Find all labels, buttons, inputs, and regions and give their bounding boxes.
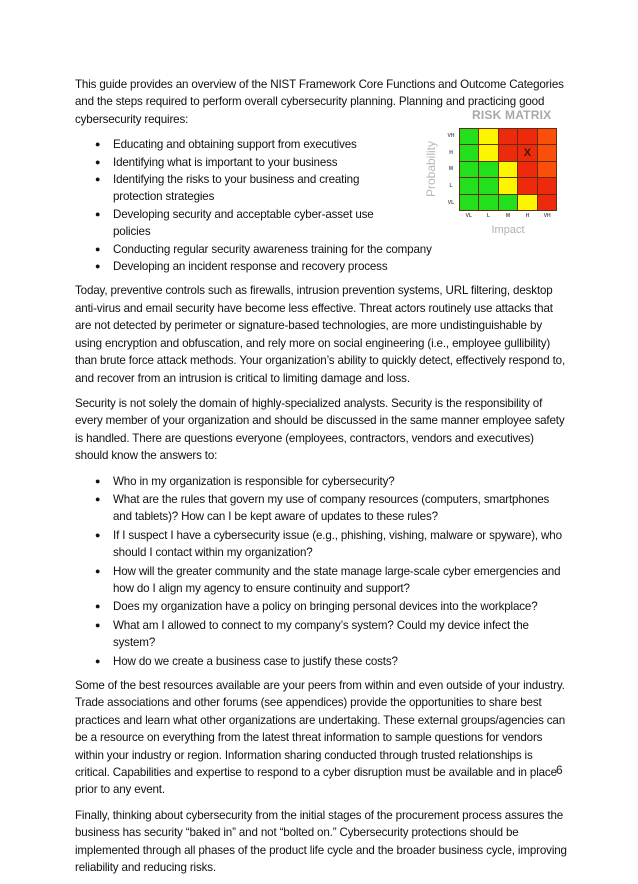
risk-marker-icon: X: [523, 147, 532, 160]
question-item: ● Does my organization have a policy on bringing personal devices into the workplace?: [75, 598, 567, 615]
question-item: ● How will the greater community and the state manage large-scale cyber emergencies and how do I align my agency to ensure continuity and support?: [95, 564, 561, 595]
preventive-controls-paragraph: Today, preventive controls such as firewalls, intrusion prevention systems, URL filtering, desktop anti-virus and email security have become less effective. Threat actors routinely use attacks that are not detected by perimeter or signature-based technologies, are more undistinguishable by using encryption and obfuscation, and rely more on social engineering (i.e., employee gullibility) than brute force attack methods. Your organization’s ability to quickly detect, effectively respond to, and recover from an intrusion is critical to limiting damage and loss.: [75, 284, 566, 385]
risk-matrix-cell: [538, 195, 556, 210]
risk-matrix-grid: [459, 128, 557, 211]
page-number: 6: [556, 763, 563, 777]
row-label: H: [449, 149, 453, 156]
bullet-icon: ●: [95, 208, 101, 219]
requirement-item: ● Identifying what is important to your business: [75, 154, 413, 171]
requirement-item: ● Developing security and acceptable cyber-asset use policies: [95, 207, 374, 239]
question-item: ● What am I allowed to connect to my company’s system? Could my device infect the system?: [95, 618, 529, 650]
questions-list: [75, 473, 567, 670]
best-resources-paragraph: Some of the best resources available are your peers from within and even outside of your industry. Trade associations and other forums (see appendices) provide the opportunities to share best practices and learn what other organizations are undertaking. These external groups/agencies can be a resource on everything from the latest threat information to sample questions for vendors within your industry or region. Information sharing conducted through trusted relationships is critical. Capabilities and expertise to respond to a cyber disruption must be available and in place prior to any event.: [75, 679, 566, 797]
risk-matrix-cell: [518, 145, 536, 160]
risk-matrix-cell: [460, 195, 478, 210]
probability-axis-label: Probability: [424, 140, 438, 198]
requirement-item: ● Conducting regular security awareness training for the company: [75, 241, 453, 258]
risk-matrix-cell: [479, 162, 497, 177]
col-label: VL: [465, 213, 472, 219]
risk-matrix-cell: [518, 162, 536, 177]
question-item: ● If I suspect I have a cybersecurity issue (e.g., phishing, vishing, malware or spyware), who should I contact within my organization?: [95, 528, 562, 560]
risk-matrix-cell: [538, 129, 556, 144]
bullet-icon: ●: [95, 261, 101, 272]
risk-matrix-title: RISK MATRIX: [472, 108, 552, 122]
requirement-item: ● Developing an incident response and recovery process: [75, 258, 413, 275]
question-item: ● How do we create a business case to justify these costs?: [75, 653, 567, 670]
bullet-icon: ●: [95, 529, 101, 540]
risk-matrix-cell: [499, 129, 517, 144]
col-label: H: [525, 213, 530, 219]
risk-matrix-cell: [518, 195, 536, 210]
impact-axis-label: Impact: [491, 224, 525, 236]
row-label: VH: [447, 133, 455, 140]
bullet-icon: ●: [95, 619, 101, 630]
risk-matrix-cell: [479, 129, 497, 144]
bullet-icon: ●: [95, 156, 101, 167]
question-item: ● What are the rules that govern my use of company resources (computers, smartphones and tablets)? How can I be kept aware of updates to these rules?: [95, 492, 550, 524]
col-label: L: [486, 213, 490, 219]
bullet-icon: ●: [95, 174, 101, 185]
bullet-icon: ●: [95, 655, 101, 666]
risk-matrix-cell: [499, 162, 517, 177]
bullet-icon: ●: [95, 139, 101, 150]
risk-matrix-cell: [538, 145, 556, 160]
risk-matrix-cell: [460, 129, 478, 144]
row-label: M: [448, 166, 454, 173]
intro-paragraph: This guide provides an overview of the NIST Framework Core Functions and Outcome Categories and the steps required to perform overall cybersecurity planning. Planning and practicing good cybersecurity requires:: [75, 78, 564, 126]
col-label: M: [505, 213, 511, 219]
bullet-icon: ●: [95, 565, 101, 576]
risk-matrix-cell: [479, 145, 497, 160]
impact-tick-labels: [459, 213, 557, 219]
requirement-item: ● Identifying the risks to your business and creating protection strategies: [95, 173, 360, 204]
procurement-paragraph: Finally, thinking about cybersecurity from the initial stages of the procurement process assures the business has security “baked in” and not “bolted on.” Cybersecurity protections should be implemented through all phases of the product life cycle and the broader business cycle, improving reliability and reducing risks.: [75, 808, 567, 875]
risk-matrix-cell: [460, 178, 478, 193]
risk-matrix-cell: [538, 178, 556, 193]
risk-matrix-figure: [420, 106, 580, 242]
risk-matrix-cell: [460, 162, 478, 177]
risk-matrix-cell: [538, 162, 556, 177]
bullet-icon: ●: [95, 493, 101, 504]
row-label: L: [449, 183, 453, 190]
bullet-icon: ●: [95, 475, 101, 486]
requirement-item: ● Educating and obtaining support from executives: [75, 136, 413, 153]
probability-tick-labels: [444, 128, 458, 211]
risk-matrix-cell: [479, 195, 497, 210]
risk-matrix-cell: [499, 145, 517, 160]
risk-matrix-cell: [479, 178, 497, 193]
risk-matrix-cell: [499, 178, 517, 193]
bullet-icon: ●: [95, 243, 101, 254]
question-item: ● Who in my organization is responsible for cybersecurity?: [75, 473, 567, 490]
bullet-icon: ●: [95, 601, 101, 612]
security-responsibility-paragraph: Security is not solely the domain of highly-specialized analysts. Security is the responsibility of every member of your organization and should be discussed in the same manner employee safety is handled. There are questions everyone (employees, contractors, vendors and executives) should know the answers to:: [75, 396, 565, 463]
risk-matrix-cell: [460, 145, 478, 160]
risk-matrix-cell: [499, 195, 517, 210]
row-label: VL: [447, 199, 455, 206]
risk-matrix-cell: [518, 178, 536, 193]
col-label: VH: [543, 213, 551, 219]
risk-matrix-cell: [518, 129, 536, 144]
